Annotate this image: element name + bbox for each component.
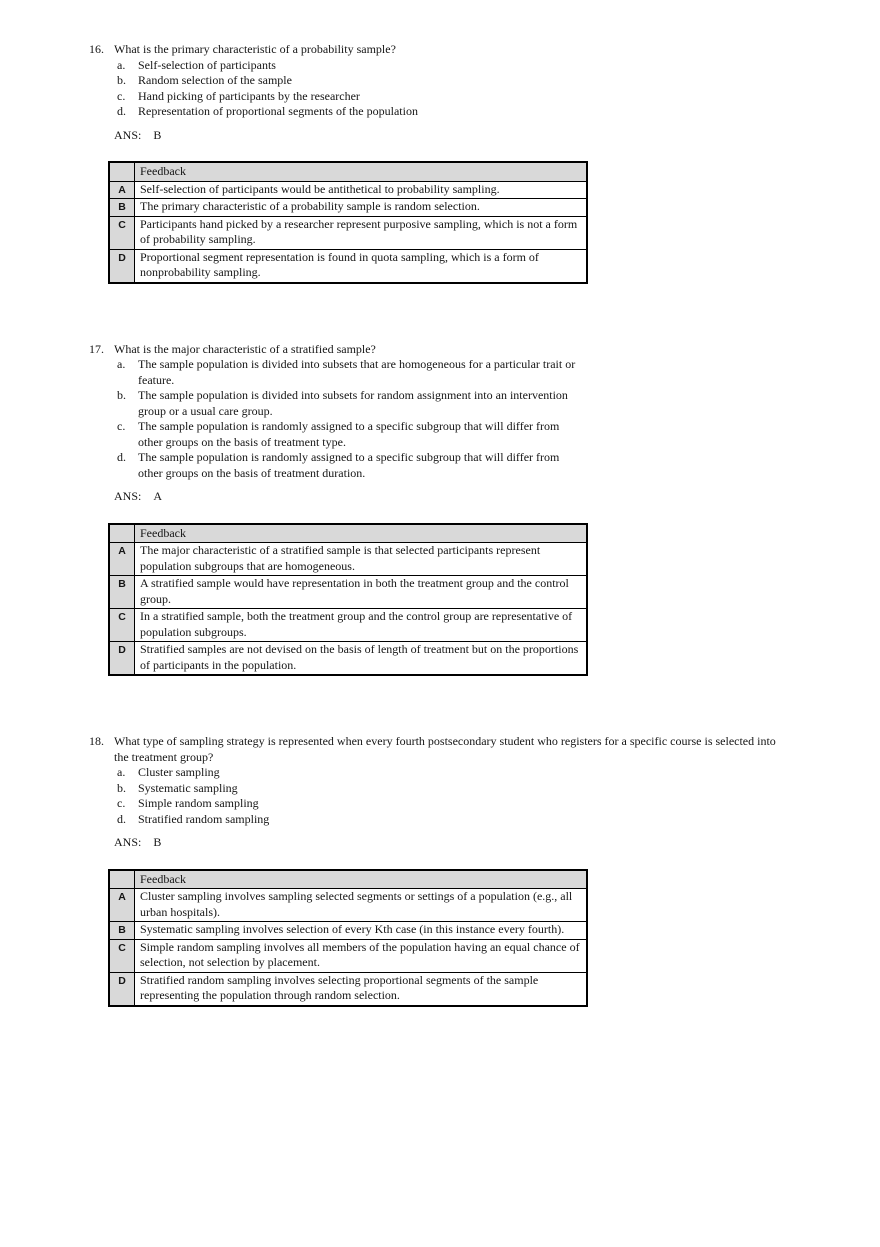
option-text: The sample population is divided into subsets for random assignment into an intervention group or a usual care group. (138, 388, 568, 418)
option-item (117, 357, 880, 388)
option-text: The sample population is randomly assigned to a specific subgroup that will differ from other groups on the basis of treatment type. (138, 419, 560, 449)
option-letter: b. (117, 73, 126, 87)
feedback-row (109, 972, 587, 1006)
option-letter: b. (117, 388, 126, 402)
option-item (117, 73, 880, 89)
option-text: The sample population is divided into subsets that are homogeneous for a particular trait or feature. (138, 357, 576, 387)
question-number: 18. (89, 734, 104, 748)
feedback-header-cell: Feedback (135, 524, 588, 543)
question-text: What is the major characteristic of a stratified sample? (114, 341, 376, 356)
option-text: Hand picking of participants by the researcher (138, 88, 360, 103)
answer-value: B (153, 127, 162, 142)
feedback-row (109, 609, 587, 642)
option-item (117, 450, 880, 481)
feedback-row (109, 922, 587, 940)
option-text: Representation of proportional segments of the population (138, 104, 418, 118)
option-item (117, 388, 880, 419)
feedback-table-body (109, 870, 587, 1006)
option-letter: c. (117, 419, 126, 433)
feedback-row-letter: A (109, 889, 135, 922)
answer-label: ANS: (114, 489, 142, 503)
option-text: Stratified random sampling (138, 811, 270, 826)
answer-line (114, 128, 880, 144)
feedback-header-cell: Feedback (135, 870, 588, 889)
feedback-header-empty-cell (109, 524, 135, 543)
feedback-header-row (109, 162, 587, 181)
feedback-row-letter: B (109, 199, 135, 217)
question-number: 16. (89, 42, 104, 56)
option-item (117, 104, 880, 120)
feedback-row (109, 576, 587, 609)
feedback-row (109, 642, 587, 676)
question-text: What type of sampling strategy is represented when every fourth postsecondary student who registers for a specific course is selected into the treatment group? (114, 734, 776, 764)
feedback-row (109, 249, 587, 283)
feedback-header-cell: Feedback (135, 162, 588, 181)
answer-line (114, 489, 880, 505)
option-item (117, 419, 880, 450)
answer-value: B (153, 835, 162, 849)
question-block (0, 42, 880, 284)
feedback-row (109, 199, 587, 217)
option-item (117, 812, 880, 828)
option-text: Random selection of the sample (138, 73, 292, 87)
option-text: The sample population is randomly assigned to a specific subgroup that will differ from other groups on the basis of treatment duration. (138, 450, 560, 480)
feedback-row-text: A stratified sample would have representation in both the treatment group and the control group. (135, 576, 588, 609)
feedback-row-letter: B (109, 576, 135, 609)
feedback-row-letter: C (109, 216, 135, 249)
feedback-row-text: Systematic sampling involves selection of every Kth case (in this instance every fourth). (135, 922, 588, 940)
answer-line (114, 835, 880, 851)
feedback-row (109, 181, 587, 199)
feedback-row (109, 889, 587, 922)
feedback-table-body (109, 524, 587, 676)
feedback-header-row (109, 524, 587, 543)
feedback-row-text: The primary characteristic of a probability sample is random selection. (135, 199, 588, 217)
option-letter: a. (117, 57, 126, 72)
feedback-row-letter: B (109, 922, 135, 940)
feedback-row-letter: D (109, 249, 135, 283)
feedback-row-text: Self-selection of participants would be antithetical to probability sampling. (135, 181, 588, 199)
question-block (0, 342, 880, 677)
option-text: Simple random sampling (138, 796, 259, 810)
feedback-row (109, 216, 587, 249)
option-letter: c. (117, 88, 126, 103)
option-text: Systematic sampling (138, 780, 238, 795)
feedback-row-text: The major characteristic of a stratified sample is that selected participants represent population subgroups that are homogeneous. (135, 543, 588, 576)
feedback-row-text: Proportional segment representation is found in quota sampling, which is a form of nonprobability sampling. (135, 249, 588, 283)
feedback-row-text: Simple random sampling involves all members of the population having an equal chance of selection, not selection by placement. (135, 939, 588, 972)
feedback-table (108, 523, 588, 677)
option-letter: d. (117, 450, 126, 464)
answer-value: A (153, 489, 163, 503)
feedback-row-letter: D (109, 642, 135, 676)
options-list (0, 58, 880, 120)
option-letter: a. (117, 357, 126, 371)
option-letter: d. (117, 104, 126, 118)
options-list (0, 357, 880, 481)
feedback-row-text: In a stratified sample, both the treatment group and the control group are representative of population subgroups. (135, 609, 588, 642)
option-text: Self-selection of participants (138, 57, 276, 72)
feedback-row-letter: C (109, 939, 135, 972)
option-text: Cluster sampling (138, 765, 220, 779)
option-item (117, 765, 880, 781)
option-item (117, 89, 880, 105)
feedback-row (109, 543, 587, 576)
feedback-table (108, 869, 588, 1007)
option-item (117, 781, 880, 797)
feedback-row-text: Stratified random sampling involves selecting proportional segments of the sample representing the population through random selection. (135, 972, 588, 1006)
option-letter: b. (117, 780, 126, 795)
answer-label: ANS: (114, 835, 142, 849)
option-item (117, 58, 880, 74)
feedback-row-letter: A (109, 543, 135, 576)
options-list (0, 765, 880, 827)
feedback-row-text: Participants hand picked by a researcher represent purposive sampling, which is not a form of probability sampling. (135, 216, 588, 249)
feedback-row-text: Stratified samples are not devised on the basis of length of treatment but on the proportions of participants in the population. (135, 642, 588, 676)
feedback-header-empty-cell (109, 162, 135, 181)
option-letter: d. (117, 811, 126, 826)
option-letter: a. (117, 765, 126, 779)
question-text: What is the primary characteristic of a probability sample? (114, 42, 396, 56)
feedback-header-empty-cell (109, 870, 135, 889)
question-line (89, 342, 880, 358)
question-line (89, 42, 880, 58)
question-number: 17. (89, 341, 104, 356)
feedback-row-letter: A (109, 181, 135, 199)
answer-label: ANS: (114, 127, 142, 142)
feedback-row-letter: C (109, 609, 135, 642)
question-line (89, 734, 880, 765)
feedback-row-text: Cluster sampling involves sampling selected segments or settings of a population (e.g., all urban hospitals). (135, 889, 588, 922)
option-letter: c. (117, 796, 126, 810)
feedback-row (109, 939, 587, 972)
feedback-header-row (109, 870, 587, 889)
feedback-table (108, 161, 588, 284)
feedback-table-body (109, 162, 587, 283)
feedback-row-letter: D (109, 972, 135, 1006)
option-item (117, 796, 880, 812)
question-block (0, 734, 880, 1007)
